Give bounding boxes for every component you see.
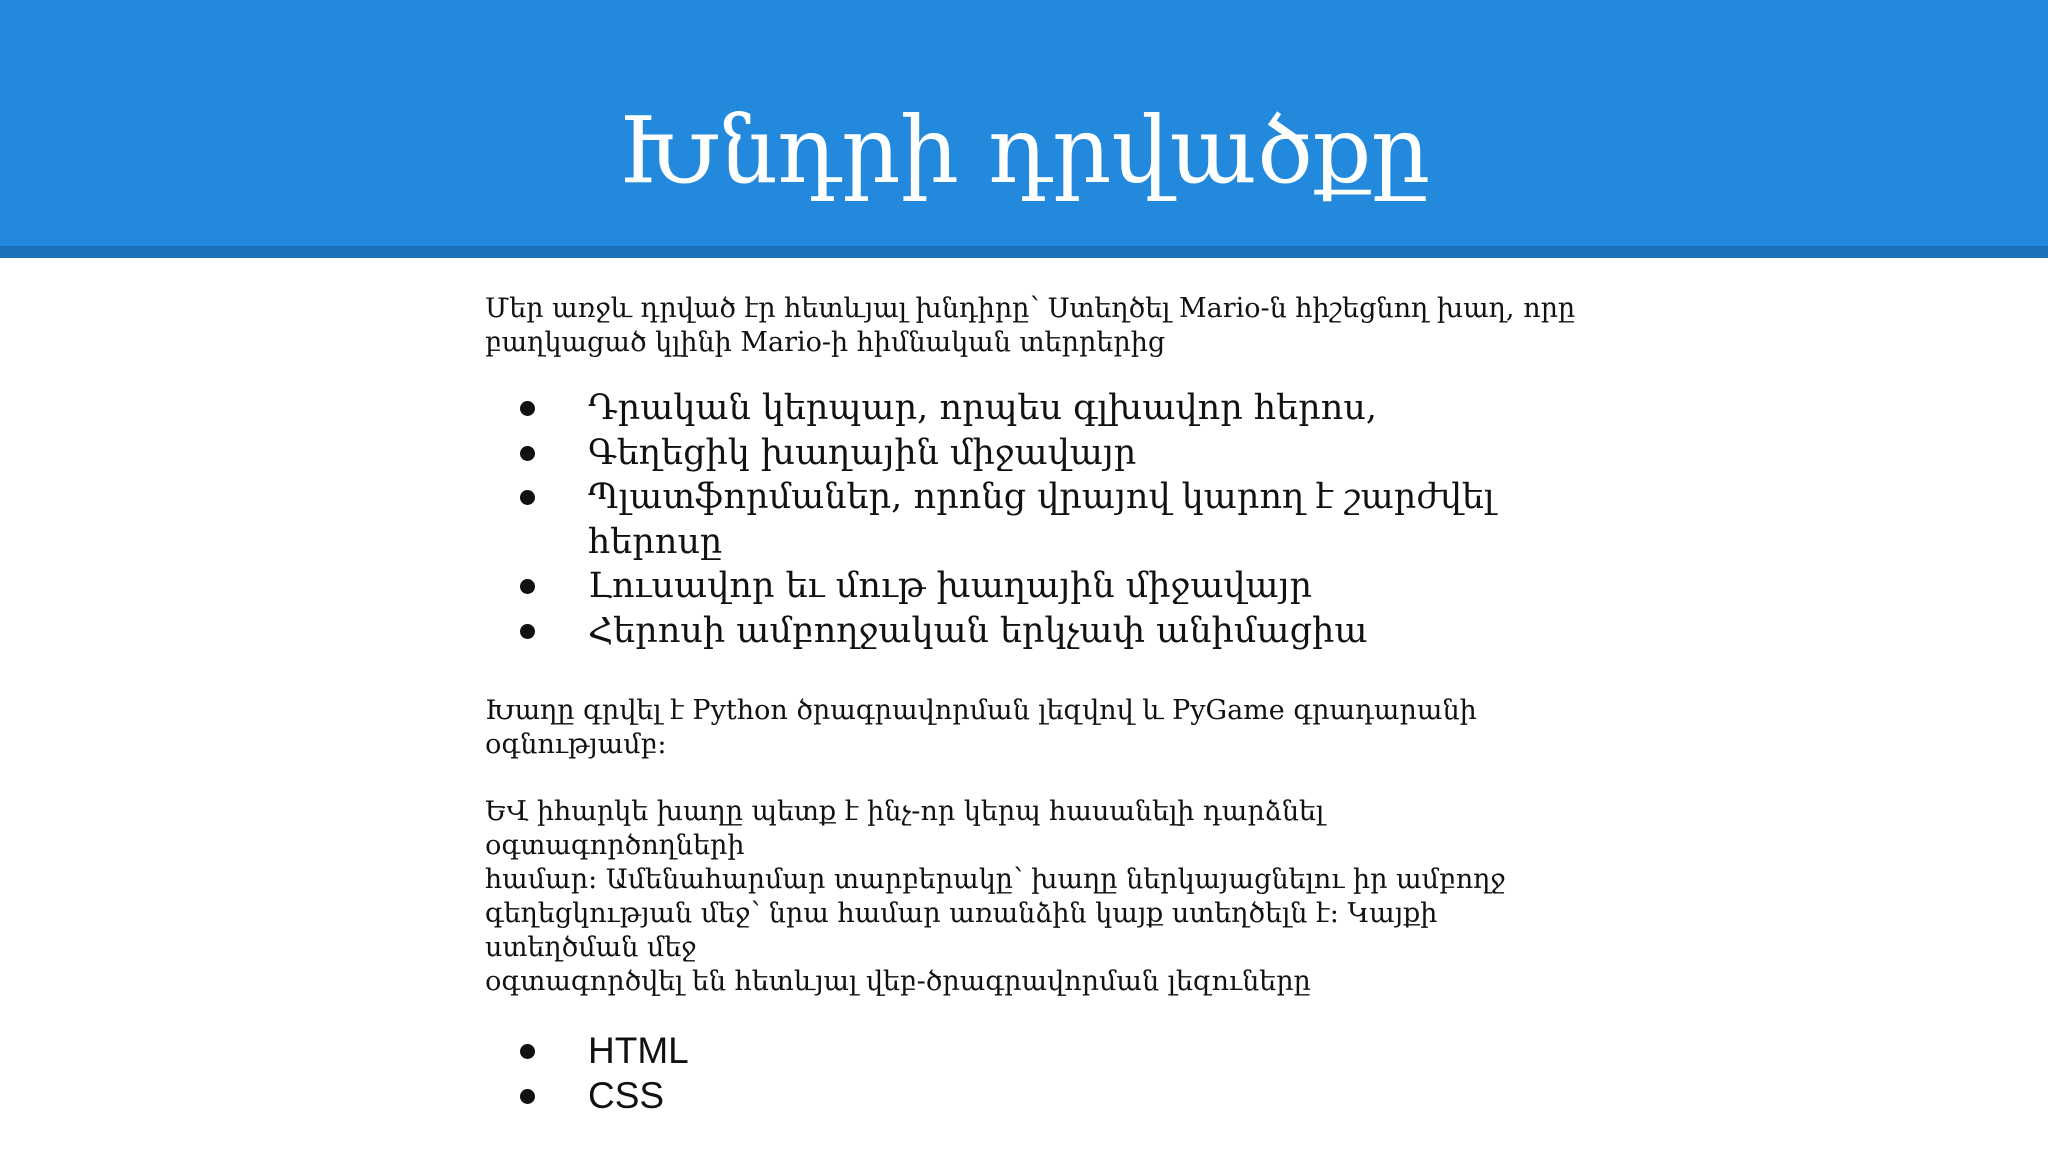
web-line-4: օգտագործվել են հետևյալ վեբ-ծրագրավորման լեզուները [485, 966, 1311, 997]
intro-line-1: Մեր առջև դրված էր հետևյալ խնդիրը՝ Ստեղծել Mario-ն հիշեցնող խաղ, որը [485, 293, 1576, 324]
header-rule [0, 246, 2048, 258]
tech-note: Խաղը գրվել է Python ծրագրավորման լեզվով և PyGame գրադարանի օգնությամբ: [485, 695, 1477, 760]
feature-item [485, 386, 1585, 431]
language-item [485, 1029, 1585, 1074]
web-line-1: ԵՎ իհարկե խաղը պետք է ինչ-որ կերպ հասանելի դարձնել օգտագործողների [485, 796, 1325, 861]
language-item [485, 1074, 1585, 1119]
bullet-icon [520, 579, 535, 594]
bullet-icon [520, 446, 535, 461]
bullet-icon [520, 401, 535, 416]
bullet-icon [520, 490, 535, 505]
feature-text: Գեղեցիկ խաղային միջավայր [588, 432, 1137, 473]
bullet-icon [520, 1044, 535, 1059]
web-line-2: համար: Ամենահարմար տարբերակը՝ խաղը ներկայացնելու իր ամբողջ [485, 864, 1506, 895]
web-line-3: գեղեցկության մեջ՝ նրա համար առանձին կայք ստեղծելն է: Կայքի ստեղծման մեջ [485, 898, 1438, 963]
language-text: CSS [588, 1074, 665, 1116]
bullet-icon [520, 624, 535, 639]
feature-list [485, 386, 1585, 653]
slide-title: Խնդրի դրվածքը [617, 97, 1431, 204]
feature-text: Լուսավոր եւ մութ խաղային միջավայր [588, 566, 1313, 606]
intro-paragraph [485, 292, 1585, 360]
feature-item [485, 564, 1585, 609]
web-paragraph [485, 795, 1585, 999]
feature-text: Դրական կերպար, որպես գլխավոր հերոս, [588, 388, 1378, 428]
language-list [485, 1029, 1585, 1118]
feature-text: Հերոսի ամբողջական երկչափ անիմացիա [588, 610, 1368, 651]
feature-item [485, 475, 1585, 564]
language-text: HTML [588, 1030, 689, 1071]
slide-content [485, 292, 1585, 1118]
intro-line-2: բաղկացած կլինի Mario-ի հիմնական տերրերից [485, 327, 1166, 358]
feature-text: Պլատֆորմաներ, որոնց վրայով կարող է շարժվել հերոսը [588, 477, 1495, 562]
feature-item [485, 609, 1585, 654]
feature-item [485, 431, 1585, 476]
bullet-icon [520, 1089, 535, 1104]
